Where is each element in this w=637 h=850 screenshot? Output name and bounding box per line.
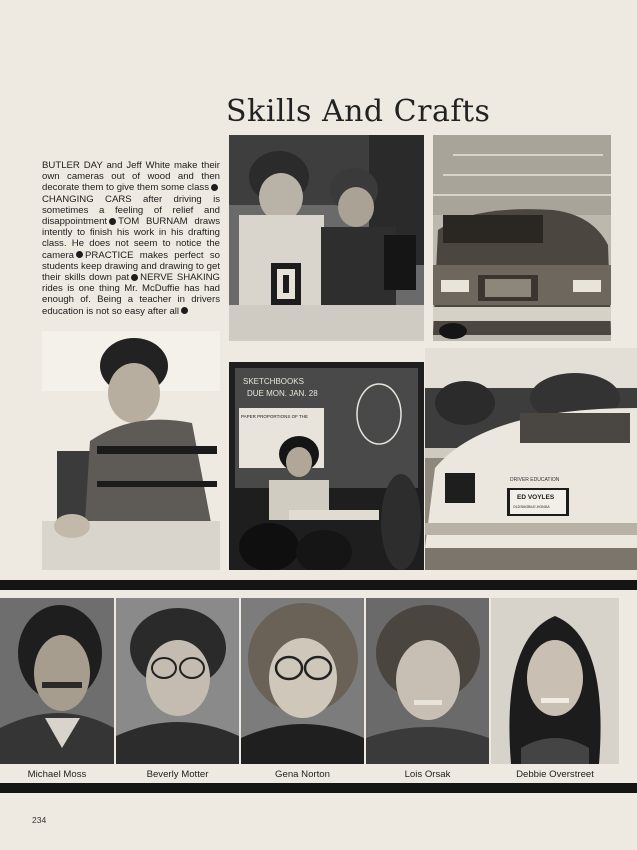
photo-driver-education-car bbox=[425, 348, 637, 570]
faculty-name-2: Beverly Motter bbox=[146, 769, 209, 780]
faculty-name-3: Gena Norton bbox=[275, 769, 330, 780]
bullet-dot-icon bbox=[76, 251, 83, 258]
faculty-name-1: Michael Moss bbox=[27, 769, 87, 780]
photo-camera-making bbox=[229, 135, 424, 341]
license-plate-line-2: OLDSMOBILE-HONDA bbox=[513, 505, 550, 509]
faculty-name-5: Debbie Overstreet bbox=[516, 769, 594, 780]
chalkboard-sign-text: PAPER PROPORTIONS OF THE bbox=[241, 414, 309, 419]
caption-segment-4: PRACTICE makes perfect so students keep drawing and drawing to get their skills down pat bbox=[42, 249, 220, 284]
divider-bar-bottom bbox=[0, 783, 637, 793]
portrait-debbie-overstreet bbox=[491, 598, 619, 764]
chalkboard-line-1: SKETCHBOOKS bbox=[243, 377, 304, 386]
caption-segment-2: CHANGING CARS after driving is sometimes a feeling of relief and disappointment bbox=[42, 193, 220, 228]
bleed-through-text bbox=[159, 58, 168, 83]
photo-parked-car bbox=[433, 135, 611, 341]
bullet-dot-icon bbox=[181, 307, 188, 314]
photo-drafting-student bbox=[42, 331, 220, 570]
caption-segment-3: TOM BURNAM draws intently to finish his work in his drafting class. He does not seem to notice the camera bbox=[42, 216, 220, 261]
photo-art-class bbox=[229, 362, 424, 570]
page-number: 234 bbox=[32, 815, 47, 825]
portrait-gena-norton bbox=[241, 598, 364, 764]
portrait-michael-moss bbox=[0, 598, 114, 764]
car-door-sign: DRIVER EDUCATION bbox=[510, 477, 560, 483]
portrait-beverly-motter bbox=[116, 598, 239, 764]
bullet-dot-icon bbox=[109, 218, 116, 225]
portrait-lois-orsak bbox=[366, 598, 489, 764]
chalkboard-line-2: DUE MON. JAN. 28 bbox=[247, 389, 318, 398]
photo-caption bbox=[42, 160, 220, 317]
bullet-dot-icon bbox=[131, 274, 138, 281]
bullet-dot-icon bbox=[211, 184, 218, 191]
divider-bar-top bbox=[0, 580, 637, 590]
caption-segment-5: NERVE SHAKING rides is one thing Mr. McDuffie has had enough of. Being a teacher in drivers education is not so easy after all bbox=[42, 272, 221, 317]
caption-segment-1: BUTLER DAY and Jeff White make their own cameras out of wood and then decorate them to give them some class bbox=[42, 160, 220, 194]
license-plate-line-1: ED VOYLES bbox=[517, 494, 555, 501]
page-title: Skills And Crafts bbox=[226, 94, 491, 129]
faculty-name-4: Lois Orsak bbox=[404, 769, 451, 780]
